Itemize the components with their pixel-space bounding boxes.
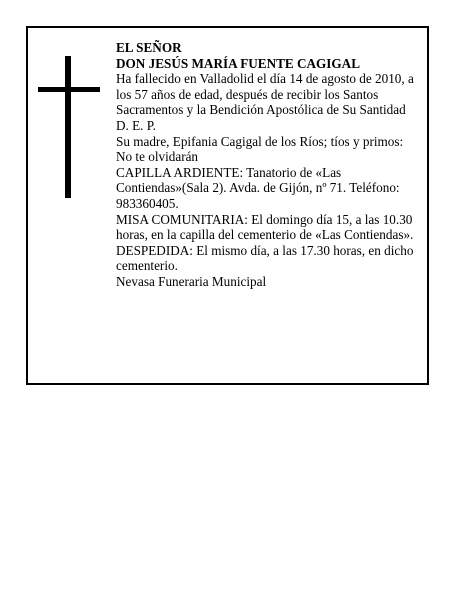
cross-vertical-bar	[65, 56, 71, 198]
notice-funeral-home: Nevasa Funeraria Municipal	[116, 273, 267, 289]
notice-text	[116, 40, 421, 290]
notice-family: Su madre, Epifania Cagigal de los Ríos; tíos y primos: No te olvidarán	[116, 133, 404, 165]
notice-death-announcement: Ha fallecido en Valladolid el día 14 de agosto de 2010, a los 57 años de edad, después de recibir los Santos Sacramentos y la Bendición Apostólica de Su Santidad D. E. P.	[116, 71, 414, 133]
notice-heading-title: EL SEÑOR	[116, 40, 182, 55]
cross-icon	[38, 56, 100, 198]
obituary-notice	[26, 26, 429, 385]
notice-mass: MISA COMUNITARIA: El domingo día 15, a las 10.30 horas, en la capilla del cementerio de «Las Contiendas».	[116, 211, 414, 243]
cross-horizontal-bar	[38, 87, 100, 92]
notice-farewell: DESPEDIDA: El mismo día, a las 17.30 horas, en dicho cementerio.	[116, 242, 414, 274]
notice-heading-name: DON JESÚS MARÍA FUENTE CAGIGAL	[116, 55, 361, 71]
notice-chapel: CAPILLA ARDIENTE: Tanatorio de «Las Contiendas»(Sala 2). Avda. de Gijón, nº 71. Teléfono: 983360405.	[116, 164, 400, 211]
